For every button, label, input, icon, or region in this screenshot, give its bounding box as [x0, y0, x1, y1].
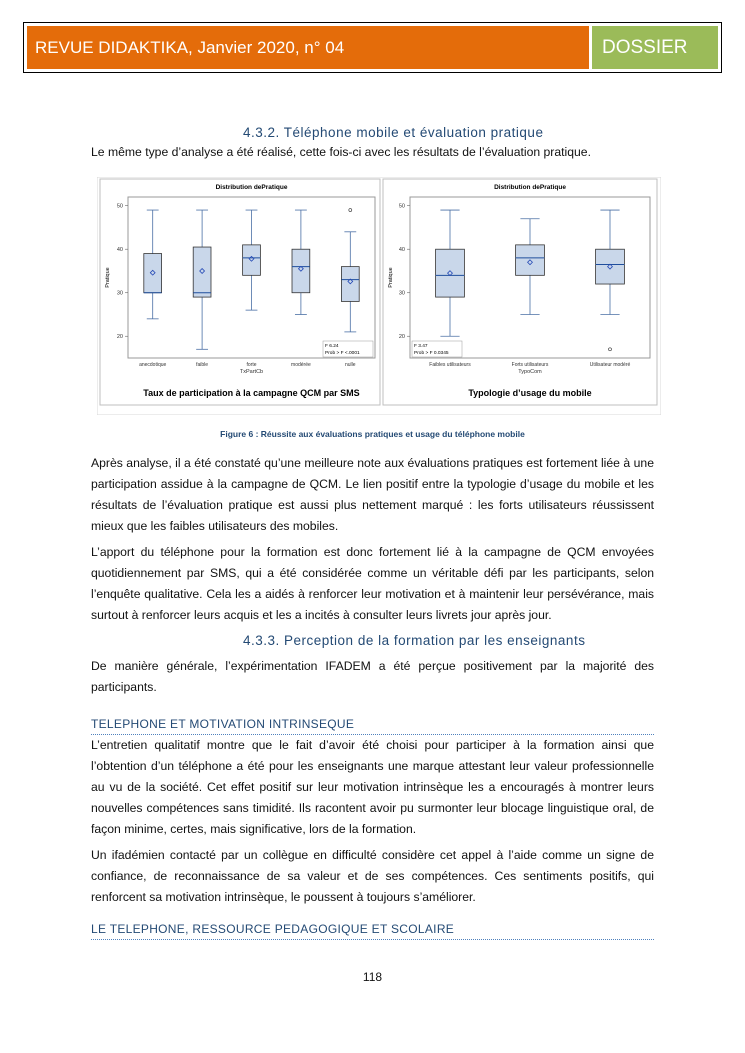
x-tick-label: Utilisateur modéré	[589, 362, 631, 368]
box-iqr	[596, 249, 625, 284]
section-heading-ressource: LE TELEPHONE, RESSOURCE PEDAGOGIQUE ET SCOLAIRE	[91, 922, 654, 940]
chart-title: Distribution dePratique	[494, 184, 566, 191]
panel-caption: Typologie d’usage du mobile	[468, 388, 592, 398]
heading-4-3-3: 4.3.3. Perception de la formation par les enseignants	[243, 633, 586, 648]
paragraph-perception: De manière générale, l’expérimentation IFADEM a été perçue positivement par la majorité des participants.	[91, 659, 654, 694]
y-tick-label: 50	[116, 203, 123, 210]
x-axis-label: TxPartCb	[239, 369, 264, 375]
box-iqr	[144, 254, 162, 293]
boxplot-panel-participation	[100, 179, 380, 405]
x-tick-label: Forts utilisateurs	[511, 362, 549, 368]
journal-title: REVUE DIDAKTIKA, Janvier 2020, n° 04	[27, 26, 589, 69]
box-iqr	[436, 249, 465, 297]
y-tick-label: 20	[116, 334, 123, 341]
stats-f-value: F 6.24	[325, 344, 339, 349]
heading-4-3-2: 4.3.2. Téléphone mobile et évaluation pratique	[243, 125, 544, 140]
paragraph-entretien: L’entretien qualitatif montre que le fait d’avoir été choisi pour participer à la formation ainsi que l’obtention d’un téléphone a été pour les enseignants une marque attestant leur valeur professionnelle au vu de la société. Cet effet positif sur leur motivation intrinsèque les a encouragés à montrer leurs nouvelles compétences sans timidité. Ils racontent avoir pu surmonter leur blocage linguistique oral, de façon minime, certes, mais significative, lors de la formation.	[91, 738, 654, 836]
boxplot-figure	[97, 177, 661, 415]
y-tick-label: 40	[398, 247, 405, 254]
page-number: 118	[362, 970, 383, 984]
x-tick-label: modérée	[291, 362, 311, 368]
y-tick-label: 40	[116, 247, 123, 254]
figure-caption: Figure 6 : Réussite aux évaluations pratiques et usage du téléphone mobile	[220, 429, 525, 439]
y-tick-label: 30	[398, 290, 405, 297]
y-tick-label: 50	[398, 203, 405, 210]
stats-prob-value: Prob > F 0.0345	[414, 351, 449, 356]
paragraph-apport: L’apport du téléphone pour la formation est donc fortement lié à la campagne de QCM envoyées quotidiennement par SMS, qui a été considérée comme un véritable défi par les participants, selon l’enquête qualitative. Cela les a aidés à renforcer leur motivation et à maintenir leur persévérance, mais surtout à renforcer leurs acquis et les a incités à consulter leurs livrets jour après jour.	[91, 545, 654, 622]
panel-caption: Taux de participation à la campagne QCM par SMS	[143, 388, 360, 398]
intro-paragraph: Le même type d’analyse a été réalisé, cette fois-ci avec les résultats de l’évaluation pratique.	[91, 145, 591, 159]
stats-prob-value: Prob > F <.0001	[325, 351, 360, 356]
x-axis-label: TypoCom	[518, 369, 542, 375]
chart-title: Distribution dePratique	[215, 184, 288, 191]
box-iqr	[243, 245, 261, 275]
paragraph-ifademien: Un ifadémien contacté par un collègue en difficulté considère cet appel à l’aide comme un signe de confiance, de reconnaissance de sa valeur et de ses compétences. Ces sentiments positifs, qui renforcent sa motivation intrinsèque, le poussent à toujours s’améliorer.	[91, 848, 654, 904]
y-tick-label: 30	[116, 290, 123, 297]
y-tick-label: 20	[398, 334, 405, 341]
box-iqr	[193, 247, 211, 297]
x-tick-label: Faibles utilisateurs	[429, 362, 471, 368]
y-axis-label: Pratique	[388, 267, 394, 288]
x-tick-label: forte	[246, 362, 257, 368]
paragraph-analysis: Après analyse, il a été constaté qu’une meilleure note aux évaluations pratiques est fortement liée à une participation assidue à la campagne de QCM. Le lien positif entre la typologie d’usage du mobile et les résultats de l’évaluation pratique est aussi plus nettement marqué : les forts utilisateurs réussissent mieux que les faibles utilisateurs des mobiles.	[91, 456, 654, 533]
boxplot-panel-typologie	[383, 179, 657, 405]
section-label: DOSSIER	[592, 26, 718, 69]
x-tick-label: nulle	[345, 362, 356, 368]
stats-f-value: F 3.47	[414, 344, 428, 349]
x-tick-label: faible	[196, 362, 209, 368]
x-tick-label: anecdotique	[139, 362, 167, 368]
y-axis-label: Pratique	[105, 267, 111, 288]
section-heading-motivation: TELEPHONE ET MOTIVATION INTRINSEQUE	[91, 717, 654, 735]
